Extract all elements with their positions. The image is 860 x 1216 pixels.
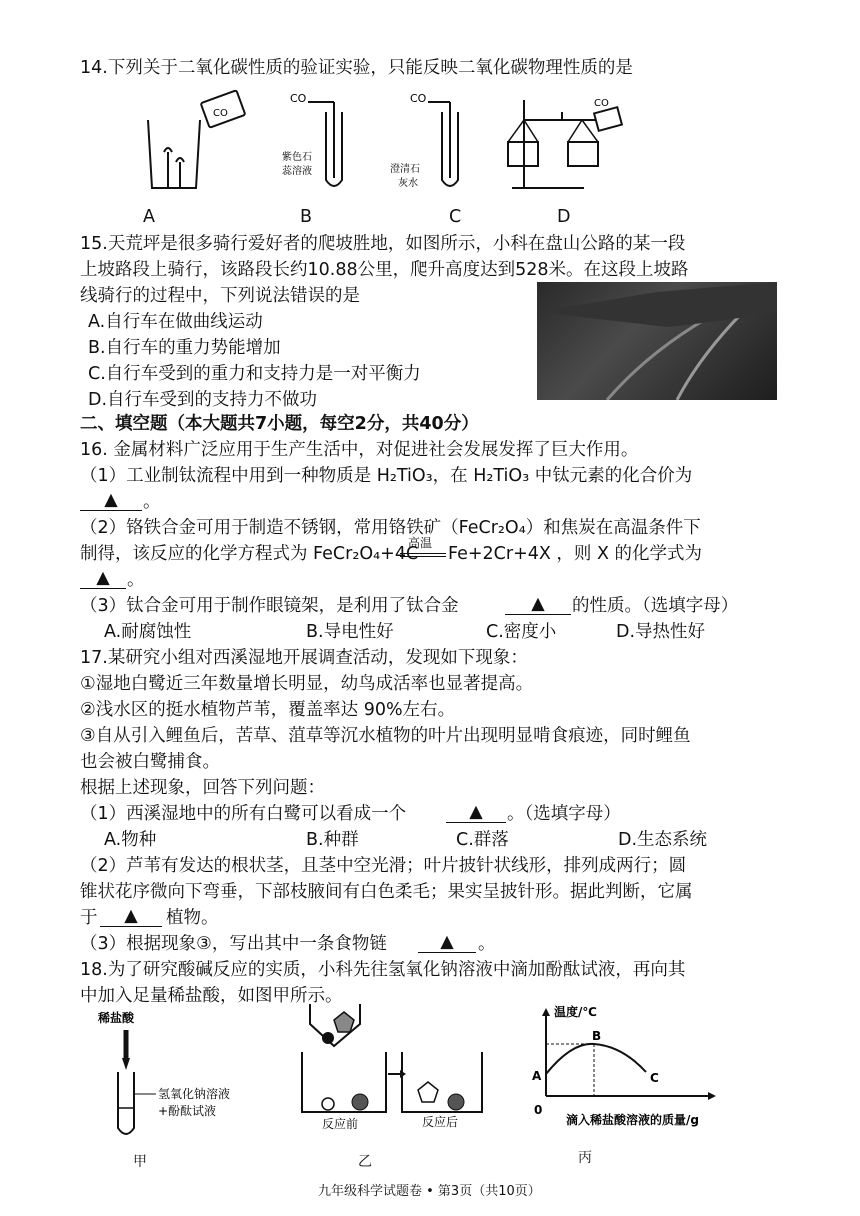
q16-part2-line2b: Fe+2Cr+4X ，则 X 的化学式为 (448, 544, 703, 564)
q17-option-d: D.生态系统 (618, 830, 708, 850)
figure-yi-label: 乙 (358, 1154, 372, 1170)
figure-bing-label: 丙 (578, 1150, 592, 1166)
q16-part1-blank: ▲ (80, 490, 142, 511)
q14-label-d: D (557, 207, 571, 227)
page-footer: 九年级科学试题卷 • 第3页（共10页） (318, 1184, 541, 1199)
svg-text:紫色石: 紫色石 (282, 152, 312, 163)
co2-label: CO (213, 108, 228, 119)
bing-origin: 0 (534, 1103, 543, 1117)
q14-figure-a (140, 92, 250, 197)
q15-option-b: B.自行车的重力势能增加 (88, 338, 281, 358)
reaction-condition: 高温 (408, 536, 433, 550)
bing-point-b: B (592, 1029, 602, 1043)
jia-acid-label: 稀盐酸 (98, 1011, 135, 1025)
q16-part2-blank: ▲ (80, 568, 126, 589)
figure-bing (522, 1002, 722, 1132)
q17-line-5: 也会被白鹭捕食。 (80, 752, 220, 772)
reaction-arrow-line (400, 553, 446, 554)
q17-part1: （1）西溪湿地中的所有白鹭可以看成一个 (80, 804, 407, 824)
q16-part2-line2: 制得，该反应的化学方程式为 FeCr₂O₄+4C (80, 544, 419, 564)
svg-text:CO: CO (410, 92, 427, 105)
q14-label-a: A (143, 207, 155, 227)
q17-line-1: 17.某研究小组对西溪湿地开展调查活动，发现如下现象： (80, 648, 528, 668)
q14-figure-d (502, 90, 627, 200)
q17-part2-blank: ▲ (100, 906, 162, 927)
q17-option-a: A.物种 (104, 830, 157, 850)
bing-point-a: A (532, 1069, 542, 1083)
q17-part1-blank: ▲ (446, 802, 506, 823)
jia-indicator-label: +酚酞试液 (158, 1104, 217, 1118)
q15-option-c: C.自行车受到的重力和支持力是一对平衡力 (88, 364, 421, 384)
q14-figure-c (388, 88, 478, 198)
q15-option-a: A.自行车在做曲线运动 (88, 312, 263, 332)
q17-part3-blank: ▲ (418, 932, 476, 953)
q16-option-a: A.耐腐蚀性 (104, 622, 192, 642)
jia-solution-label: 氢氧化钠溶液 (158, 1087, 231, 1101)
figure-jia (98, 1008, 278, 1158)
q15-line-1: 15.天荒坪是很多骑行爱好者的爬坡胜地，如图所示，小科在盘山公路的某一段 (80, 234, 686, 254)
svg-text:灰水: 灰水 (398, 178, 418, 189)
q14-label-b: B (300, 207, 313, 227)
mountain-road-photo (537, 282, 777, 400)
svg-text:蕊溶液: 蕊溶液 (282, 166, 312, 177)
svg-text:CO: CO (594, 98, 609, 109)
figure-yi (298, 1000, 488, 1140)
q17-part2-line2: 锥状花序微向下弯垂，下部枝腋间有白色柔毛；果实呈披针形。据此判断，它属 (80, 882, 693, 902)
q18-line-1: 18.为了研究酸碱反应的实质，小科先往氢氧化钠溶液中滴加酚酞试液，再向其 (80, 960, 686, 980)
q16-option-c: C.密度小 (486, 622, 557, 642)
q14-stem: 14.下列关于二氧化碳性质的验证实验，只能反映二氧化碳物理性质的是 (80, 58, 633, 78)
q16-part3: （3）钛合金可用于制作眼镜架，是利用了钛合金 (80, 596, 459, 616)
q15-line-2: 上坡路段上骑行，该路段长约10.88公里，爬升高度达到528米。在这段上坡路 (80, 260, 689, 280)
yi-after-label: 反应后 (422, 1115, 459, 1129)
q14-label-c: C (449, 207, 462, 227)
bing-x-axis-label: 滴入稀盐酸溶液的质量/g (566, 1113, 699, 1127)
bing-point-c: C (650, 1071, 659, 1085)
q17-line-3: ②浅水区的挺水植物芦苇，覆盖率达 90%左右。 (80, 700, 456, 720)
q17-line-6: 根据上述现象，回答下列问题： (80, 778, 325, 798)
q18-line-2: 中加入足量稀盐酸，如图甲所示。 (80, 986, 343, 1006)
q15-option-d: D.自行车受到的支持力不做功 (88, 390, 318, 410)
q16-part3-blank: ▲ (505, 594, 571, 615)
q17-line-2: ①湿地白鹭近三年数量增长明显，幼鸟成活率也显著提高。 (80, 674, 534, 694)
q17-part3: （3）根据现象③，写出其中一条食物链 (80, 934, 387, 954)
figure-jia-label: 甲 (133, 1154, 147, 1170)
q16-option-d: D.导热性好 (616, 622, 706, 642)
q16-option-b: B.导电性好 (306, 622, 394, 642)
section-heading: 二、填空题（本大题共7小题，每空2分，共40分） (80, 414, 479, 434)
yi-before-label: 反应前 (322, 1117, 359, 1131)
svg-text:CO: CO (290, 92, 307, 105)
q16-line-1: 16. 金属材料广泛应用于生产生活中，对促进社会发展发挥了巨大作用。 (80, 440, 639, 460)
q17-part2-line1: （2）芦苇有发达的根状茎，且茎中空光滑；叶片披针状线形，排列成两行；圆 (80, 856, 687, 876)
svg-text:澄清石: 澄清石 (390, 164, 420, 175)
q14-figure-b (282, 88, 362, 198)
q16-part1: （1）工业制钛流程中用到一种物质是 H₂TiO₃，在 H₂TiO₃ 中钛元素的化合价为 (80, 466, 693, 486)
q15-line-3: 线骑行的过程中，下列说法错误的是 (80, 286, 360, 306)
q17-option-b: B.种群 (306, 830, 359, 850)
q17-option-c: C.群落 (456, 830, 509, 850)
q17-line-4: ③自从引入鲤鱼后，苦草、菹草等沉水植物的叶片出现明显啃食痕迹，同时鲤鱼 (80, 726, 691, 746)
q16-part2-line1: （2）铬铁合金可用于制造不锈钢，常用铬铁矿（FeCr₂O₄）和焦炭在高温条件下 (80, 518, 701, 538)
bing-y-axis-label: 温度/℃ (554, 1005, 597, 1019)
